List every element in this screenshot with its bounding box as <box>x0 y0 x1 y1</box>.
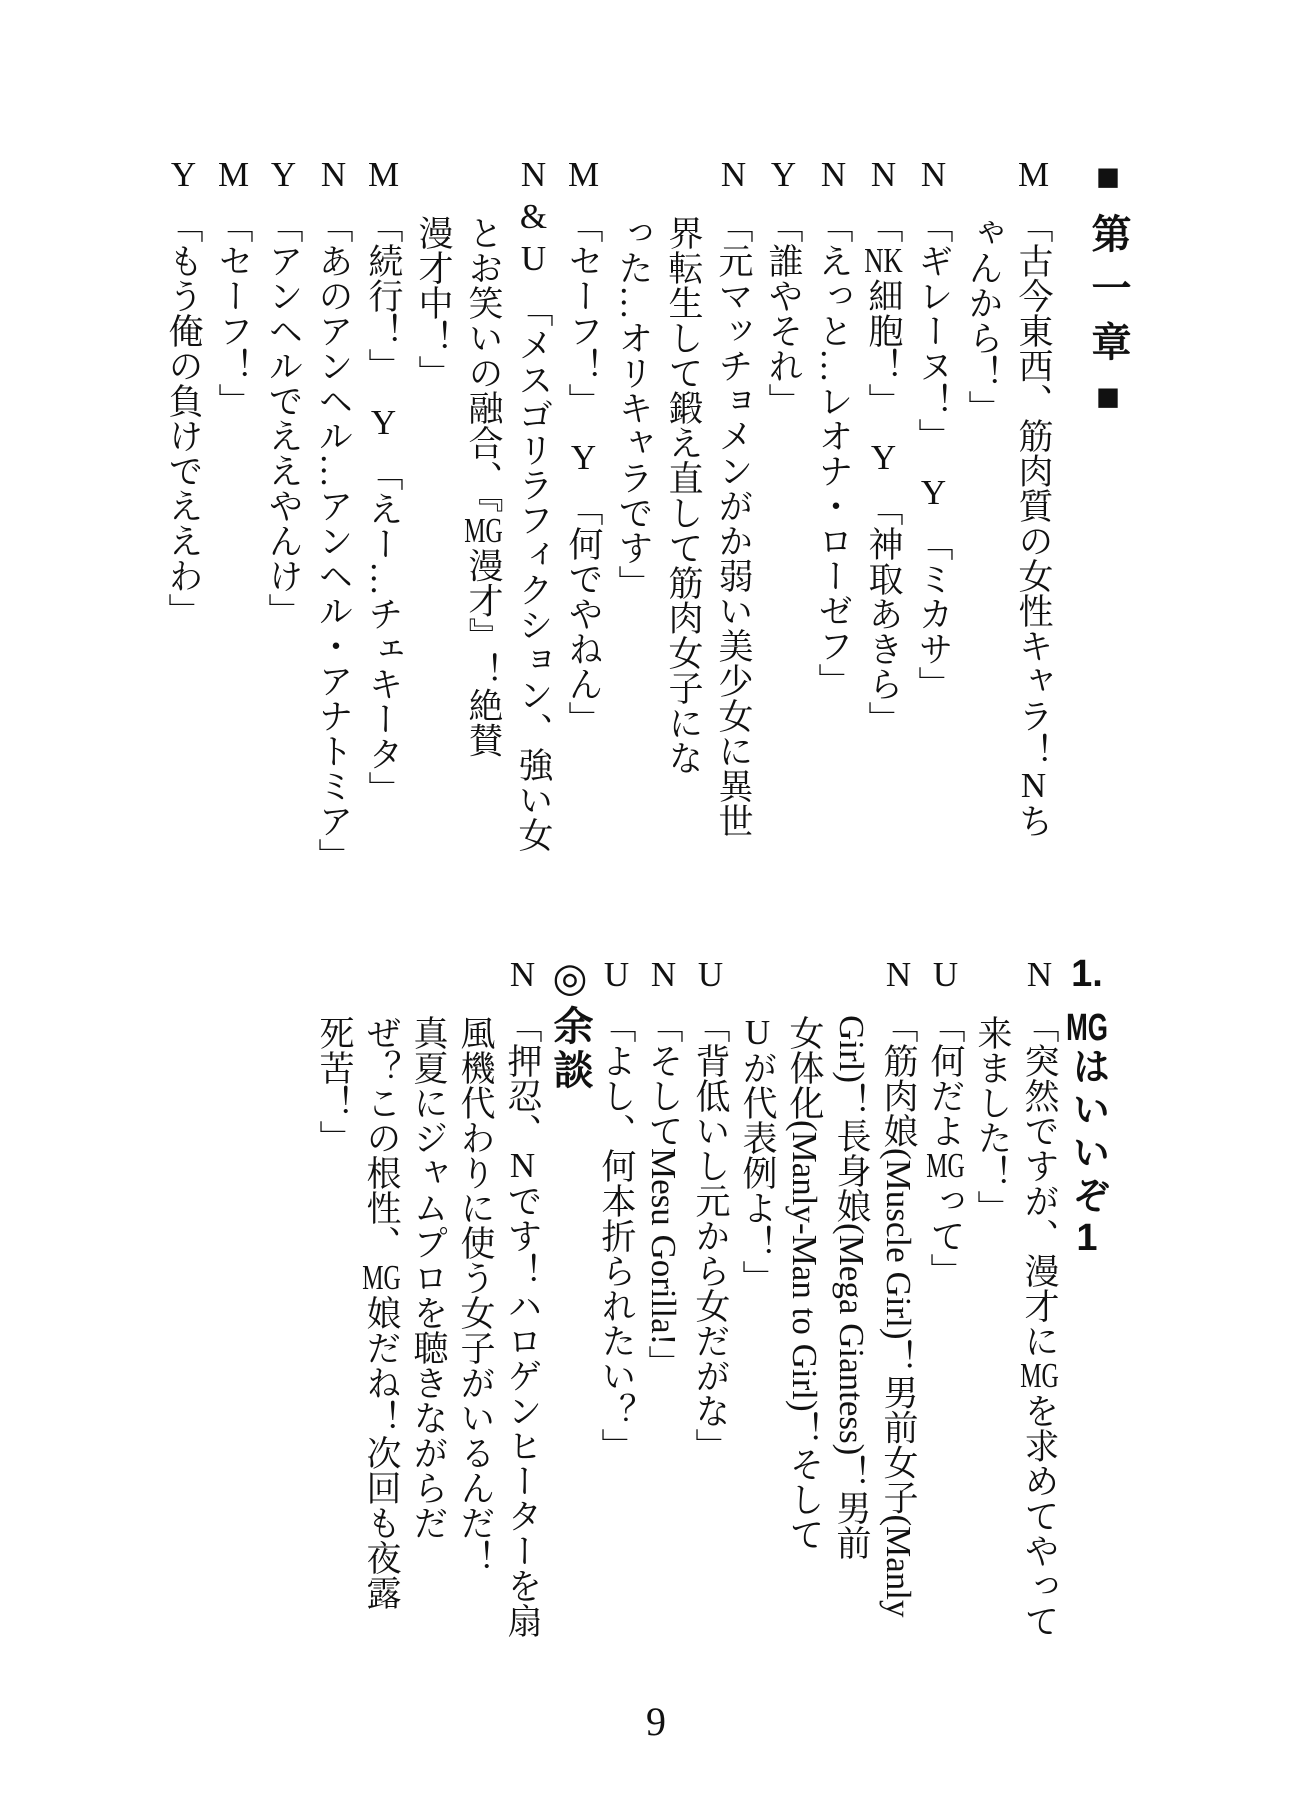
dialogue-line: N「えっと…レオナ・ローゼフ」 <box>814 155 853 698</box>
horizontal-in-vertical-text: MG <box>464 512 503 548</box>
top-text-band <box>158 155 1133 885</box>
speaker-label: Y <box>164 155 203 197</box>
dialogue-utterance <box>969 955 1063 1667</box>
speaker-label: U <box>691 955 730 997</box>
chapter-heading: ■第一章■ <box>1086 155 1130 433</box>
dialogue-utterance <box>808 155 858 885</box>
dialogue-line: N「筋肉娘(Muscle Girl)！男前女子(Manly <box>879 955 918 1618</box>
speaker-label: M <box>1014 155 1053 197</box>
speaker-label: Y <box>564 438 603 480</box>
horizontal-in-vertical-text: 1 <box>1076 1218 1098 1257</box>
dialogue-line: N&U「メスゴリラフィクション、強い女 <box>514 155 553 852</box>
dialogue-utterance <box>593 955 640 1667</box>
dialogue-utterance <box>858 155 908 885</box>
speaker-label: M <box>214 155 253 197</box>
horizontal-in-vertical-text: N <box>1020 768 1047 803</box>
aside-heading: ◎余談 <box>548 955 592 1093</box>
speaker-label: Y <box>364 403 403 445</box>
dialogue-utterance <box>922 955 969 1667</box>
horizontal-in-vertical-text: MG <box>926 1148 965 1183</box>
dialogue-line: った…オリキャラです」 <box>614 215 653 600</box>
horizontal-in-vertical-text: MG <box>1066 1008 1108 1047</box>
speaker-label: N <box>1020 955 1059 997</box>
speaker-label: N <box>914 155 953 197</box>
dialogue-line: Y「誰やそれ」 <box>764 155 803 418</box>
dialogue-line: Y「もう俺の負けでええわ」 <box>164 155 203 628</box>
speaker-label: M <box>364 155 403 197</box>
horizontal-in-vertical-text: 1. <box>1071 955 1103 993</box>
dialogue-line: 漫才中！」 <box>414 215 453 390</box>
dialogue-line: N「元マッチョメンがか弱い美少女に異世 <box>714 155 753 838</box>
dialogue-line: N「ギレーヌ！」Y「ミカサ」 <box>914 155 953 701</box>
speaker-label: Y <box>264 155 303 197</box>
dialogue-utterance <box>408 155 558 885</box>
dialogue-line: 界転生して鍛え直して筋肉女子にな <box>664 215 703 775</box>
dialogue-line: M「続行！」Y「えー…チェキータ」 <box>364 155 403 806</box>
dialogue-line: M「セーフ！」 <box>214 155 253 418</box>
page-number: 9 <box>646 1699 666 1744</box>
dialogue-utterance <box>640 955 687 1667</box>
speaker-label: N <box>314 155 353 197</box>
dialogue-utterance <box>358 155 408 885</box>
horizontal-in-vertical-text: MG <box>1020 1358 1059 1393</box>
dialogue-line: U「よし、何本折られたい？」 <box>597 955 636 1463</box>
section-heading: 1. MGはいいぞ1 <box>1066 955 1108 1257</box>
dialogue-line: 死苦！」 <box>315 1015 354 1155</box>
dialogue-line: N「NK細胞！」Y「神取あきら」 <box>864 155 903 736</box>
dialogue-line: U「背低いし元から女だがな」 <box>691 955 730 1463</box>
dialogue-utterance <box>758 155 808 885</box>
speaker-label: N <box>503 955 542 997</box>
dialogue-line: Girl)！長身娘(Mega Giantess)！男前 <box>832 1015 871 1561</box>
horizontal-in-vertical-text: N <box>509 1148 536 1183</box>
dialogue-line: とお笑いの融合、『MG漫才』！絶賛 <box>464 215 503 758</box>
dialogue-line: M「セーフ！」Y「何でやねん」 <box>564 155 603 736</box>
speaker-label: N <box>644 955 683 997</box>
dialogue-line: N「突然ですが、漫才にMGを求めてやって <box>1020 955 1059 1638</box>
horizontal-in-vertical-text: U <box>744 1015 771 1050</box>
dialogue-line: 来ました！」 <box>973 1015 1012 1225</box>
dialogue-line: M「古今東西、筋肉質の女性キャラ！Nち <box>1014 155 1053 838</box>
speaker-label: U <box>597 955 636 997</box>
dialogue-line: N「押忍、Nです！ハロゲンヒーターを扇 <box>503 955 542 1638</box>
dialogue-utterance <box>958 155 1058 885</box>
speaker-label: N&U <box>514 155 553 281</box>
dialogue-line: ぜ？この根性、MG娘だね！次回も夜露 <box>362 1015 401 1610</box>
dialogue-line: 真夏にジャムプロを聴きながらだ <box>409 1015 448 1540</box>
horizontal-in-vertical-text: NK <box>864 243 903 278</box>
dialogue-line: ゃんから！」 <box>964 215 1003 425</box>
speaker-label: N <box>814 155 853 197</box>
dialogue-utterance <box>608 155 758 885</box>
dialogue-line: U「何だよMGって」 <box>926 955 965 1288</box>
dialogue-utterance <box>158 155 208 885</box>
dialogue-utterance <box>258 155 308 885</box>
speaker-label: N <box>864 155 903 197</box>
speaker-label: Y <box>764 155 803 197</box>
speaker-label: M <box>564 155 603 197</box>
dialogue-line: N「そしてMesu Gorilla!」 <box>644 955 683 1381</box>
dialogue-line: 女体化(Manly-Man to Girl)！そして <box>785 1015 824 1552</box>
dialogue-utterance <box>308 155 358 885</box>
dialogue-utterance <box>558 155 608 885</box>
speaker-label: U <box>926 955 965 997</box>
dialogue-utterance <box>734 955 922 1667</box>
dialogue-line: N「あのアンヘル…アンヘル・アナトミア」 <box>314 155 353 873</box>
dialogue-line: Y「アンヘルでええやんけ」 <box>264 155 303 628</box>
speaker-label: N <box>879 955 918 997</box>
horizontal-in-vertical-text: MG <box>362 1260 401 1295</box>
bottom-text-band <box>311 955 1110 1667</box>
dialogue-line: 風機代わりに使う女子がいるんだ！ <box>456 1015 495 1575</box>
speaker-label: Y <box>914 473 953 515</box>
speaker-label: Y <box>864 438 903 480</box>
dialogue-utterance <box>311 955 546 1667</box>
dialogue-line: Uが代表例よ！」 <box>738 1015 777 1295</box>
speaker-label: N <box>714 155 753 197</box>
dialogue-utterance <box>687 955 734 1667</box>
dialogue-utterance <box>208 155 258 885</box>
dialogue-utterance <box>908 155 958 885</box>
